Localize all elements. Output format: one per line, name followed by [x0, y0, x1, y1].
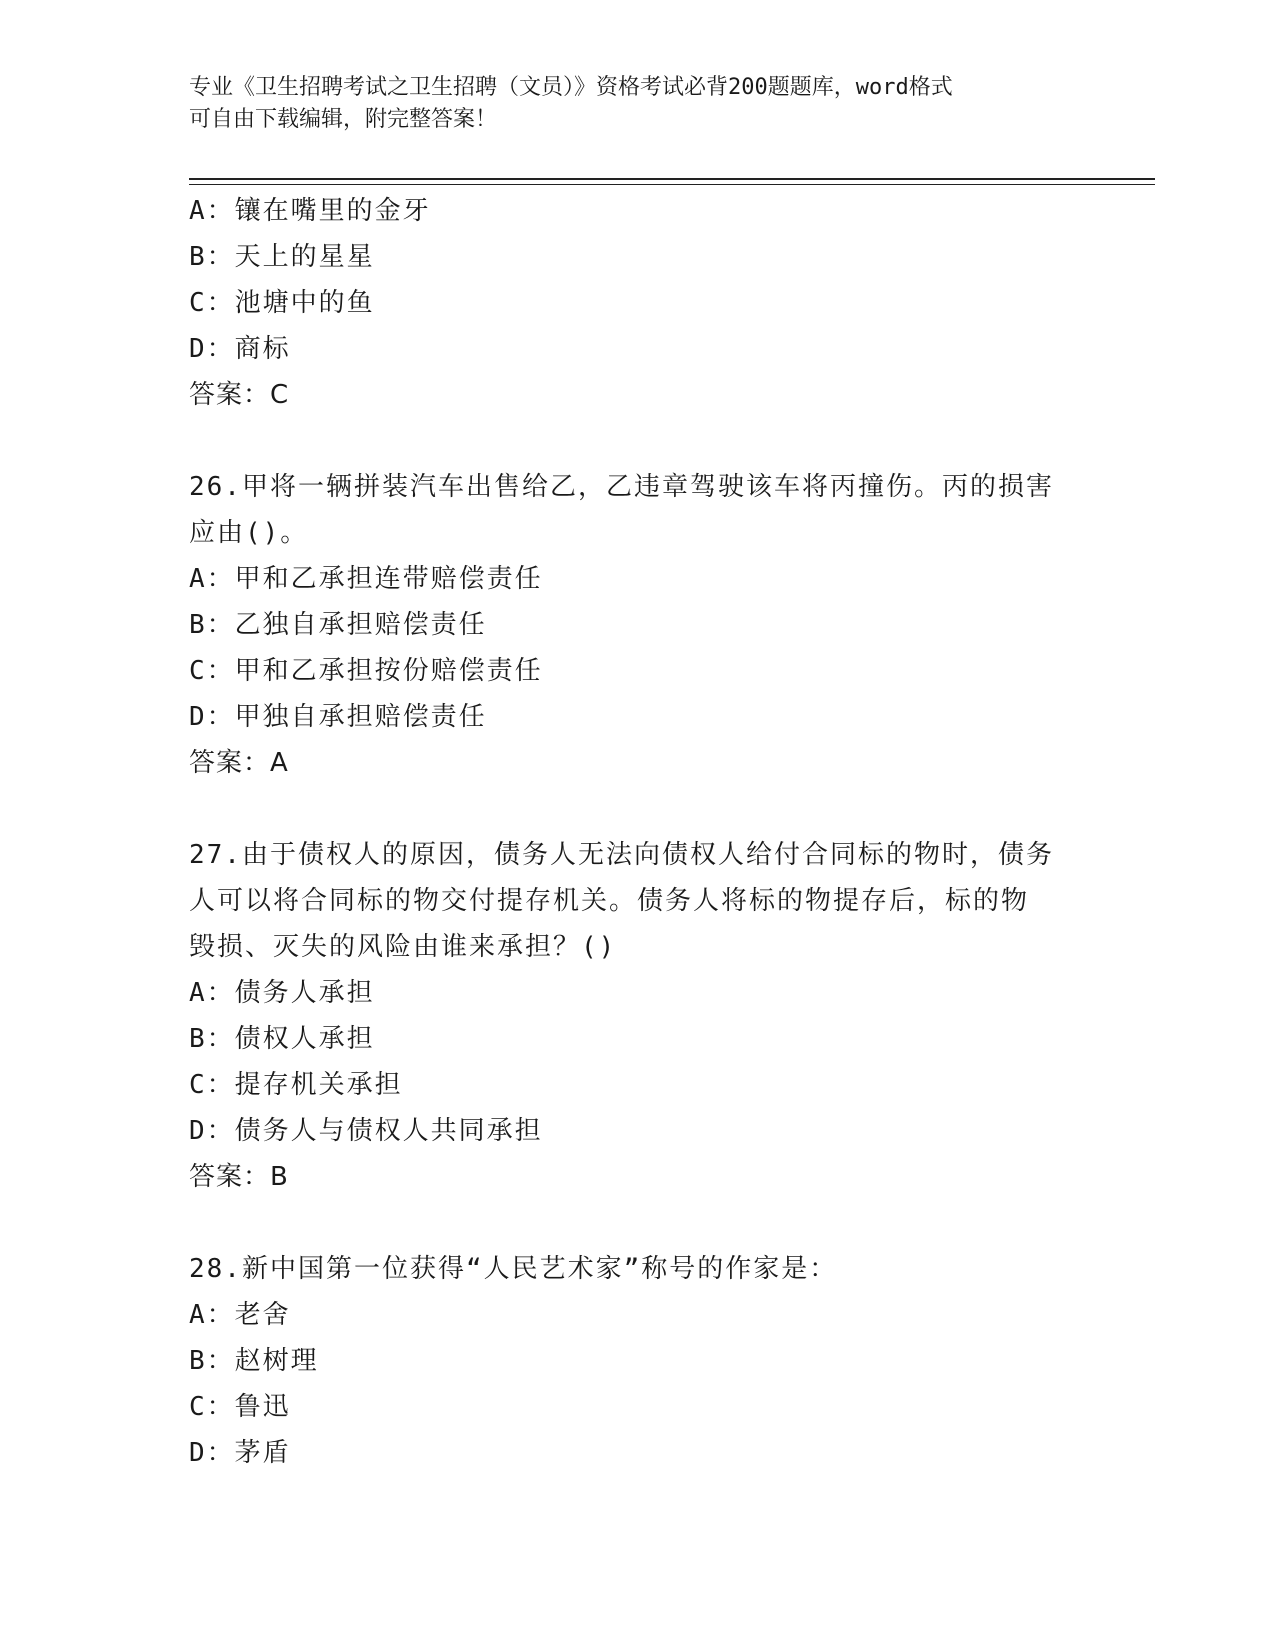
- answer: 答案：B: [189, 1162, 289, 1192]
- option-c: C：池塘中的鱼: [189, 288, 375, 318]
- question-26: [189, 464, 1089, 786]
- option-b: B：乙独自承担赔偿责任: [189, 610, 487, 640]
- document-header: [189, 72, 1069, 136]
- option-d: D：甲独自承担赔偿责任: [189, 702, 487, 732]
- option-b: B：债权人承担: [189, 1024, 375, 1054]
- option-d: D：茅盾: [189, 1438, 291, 1468]
- option-a: A：镶在嘴里的金牙: [189, 196, 431, 226]
- option-b: B：赵树理: [189, 1346, 319, 1376]
- answer: 答案：A: [189, 748, 289, 778]
- option-a: A：甲和乙承担连带赔偿责任: [189, 564, 543, 594]
- question-25: [189, 188, 1089, 418]
- header-divider-thick: [189, 178, 1155, 180]
- question-stem: 毁损、灭失的风险由谁来承担？(): [189, 932, 617, 962]
- header-divider-thin: [189, 184, 1155, 185]
- option-d: D：商标: [189, 334, 291, 364]
- option-c: C：提存机关承担: [189, 1070, 403, 1100]
- question-28: [189, 1246, 1089, 1476]
- question-stem: 27.由于债权人的原因，债务人无法向债权人给付合同标的物时，债务: [189, 840, 1054, 870]
- header-line-1: 专业《卫生招聘考试之卫生招聘（文员）》资格考试必背200题题库，word格式: [189, 75, 953, 100]
- header-line-2: 可自由下载编辑，附完整答案！: [189, 107, 498, 132]
- answer: 答案：C: [189, 380, 290, 410]
- option-a: A：债务人承担: [189, 978, 375, 1008]
- question-stem: 28.新中国第一位获得“人民艺术家”称号的作家是：: [189, 1254, 838, 1284]
- option-c: C：鲁迅: [189, 1392, 291, 1422]
- question-list: [189, 188, 1089, 1476]
- option-c: C：甲和乙承担按份赔偿责任: [189, 656, 543, 686]
- option-d: D：债务人与债权人共同承担: [189, 1116, 543, 1146]
- question-stem: 应由()。: [189, 518, 309, 548]
- question-stem: 人可以将合同标的物交付提存机关。债务人将标的物提存后，标的物: [189, 886, 1030, 916]
- question-27: [189, 832, 1089, 1200]
- option-a: A：老舍: [189, 1300, 291, 1330]
- option-b: B：天上的星星: [189, 242, 375, 272]
- question-stem: 26.甲将一辆拼装汽车出售给乙，乙违章驾驶该车将丙撞伤。丙的损害: [189, 472, 1054, 502]
